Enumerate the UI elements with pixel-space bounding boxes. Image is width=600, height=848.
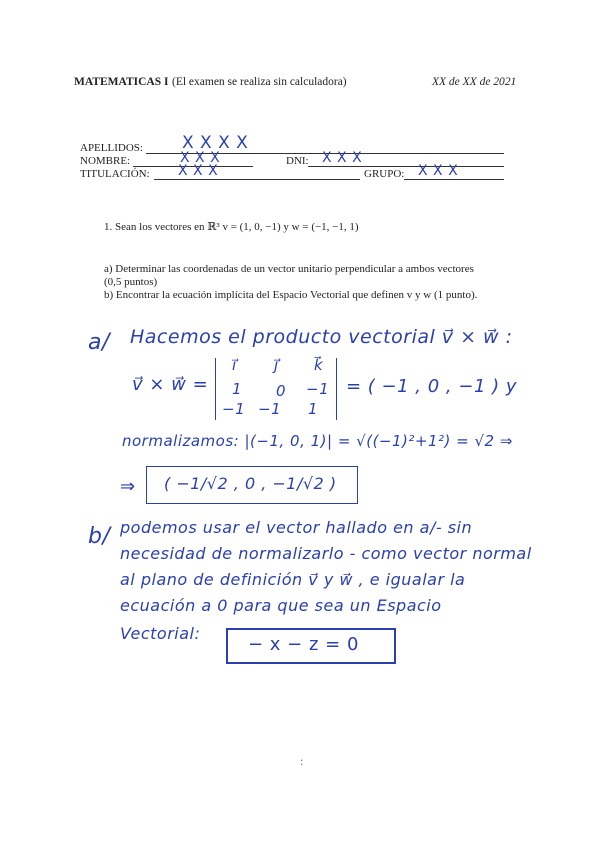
answer-b-line-2: necesidad de normalizarlo - como vector normal bbox=[120, 544, 532, 563]
answer-b-marker: b/ bbox=[88, 524, 111, 549]
apellidos-label: APELLIDOS: bbox=[80, 142, 143, 154]
unit-vector-result: ( −1/√2 , 0 , −1/√2 ) bbox=[164, 474, 337, 493]
cross-product-result: = ( −1 , 0 , −1 ) y bbox=[346, 376, 518, 397]
matrix-cell-2-3: −1 bbox=[306, 380, 330, 398]
part-b-text: b) Encontrar la ecuación implícita del Espacio Vectorial que definen v y w (1 punto). bbox=[104, 289, 478, 301]
grupo-line bbox=[404, 179, 504, 180]
plane-equation-result: − x − z = 0 bbox=[248, 634, 359, 655]
exam-date: XX de XX de 2021 bbox=[432, 76, 517, 88]
apellidos-value: X X X X bbox=[182, 133, 249, 153]
nombre-label: NOMBRE: bbox=[80, 155, 131, 167]
matrix-cell-3-3: 1 bbox=[308, 400, 319, 418]
matrix-right-bar bbox=[336, 358, 337, 420]
nombre-value: X X X bbox=[180, 150, 221, 166]
dni-line bbox=[308, 166, 504, 167]
dni-value: X X X bbox=[322, 150, 363, 166]
matrix-cell-1-1: i⃗ bbox=[232, 356, 237, 374]
answer-a-intro: Hacemos el producto vectorial v⃗ × w⃗ : bbox=[130, 326, 513, 348]
question-statement: 1. Sean los vectores en ℝ³ v = (1, 0, −1) y w = (−1, −1, 1) bbox=[104, 221, 359, 233]
grupo-label: GRUPO: bbox=[364, 168, 405, 180]
answer-a-marker: a/ bbox=[88, 330, 110, 355]
matrix-cell-2-2: 0 bbox=[276, 382, 287, 400]
answer-b-line-4: ecuación a 0 para que sea un Espacio bbox=[120, 596, 442, 615]
matrix-left-bar bbox=[215, 358, 216, 420]
grupo-value: X X X bbox=[418, 163, 459, 179]
footer-mark: : bbox=[300, 754, 304, 768]
titulacion-label: TITULACIÓN: bbox=[80, 168, 150, 180]
matrix-cell-3-1: −1 bbox=[222, 400, 246, 418]
matrix-cell-1-3: k⃗ bbox=[314, 356, 324, 374]
part-a-text: a) Determinar las coordenadas de un vector unitario perpendicular a ambos vectores bbox=[104, 263, 474, 275]
part-a-points: (0,5 puntos) bbox=[104, 276, 158, 288]
answer-b-line-1: podemos usar el vector hallado en a/- sin bbox=[120, 518, 473, 537]
matrix-cell-2-1: 1 bbox=[232, 380, 243, 398]
unit-arrow: ⇒ bbox=[120, 476, 136, 497]
answer-b-line-5: Vectorial: bbox=[120, 624, 201, 643]
matrix-cell-3-2: −1 bbox=[258, 400, 282, 418]
titulacion-value: X X X bbox=[178, 163, 219, 179]
normalize-line: normalizamos: |(−1, 0, 1)| = √((−1)²+1²) = √2 ⇒ bbox=[122, 432, 513, 450]
titulacion-line bbox=[154, 179, 360, 180]
exam-subtitle: (El examen se realiza sin calculadora) bbox=[172, 76, 347, 88]
answer-b-line-3: al plano de definición v⃗ y w⃗ , e igualar la bbox=[120, 570, 466, 589]
cross-product-lhs: v⃗ × w⃗ = bbox=[132, 374, 209, 395]
matrix-cell-1-2: j⃗ bbox=[274, 356, 279, 374]
exam-title: MATEMATICAS I bbox=[74, 76, 169, 88]
dni-label: DNI: bbox=[286, 155, 309, 167]
